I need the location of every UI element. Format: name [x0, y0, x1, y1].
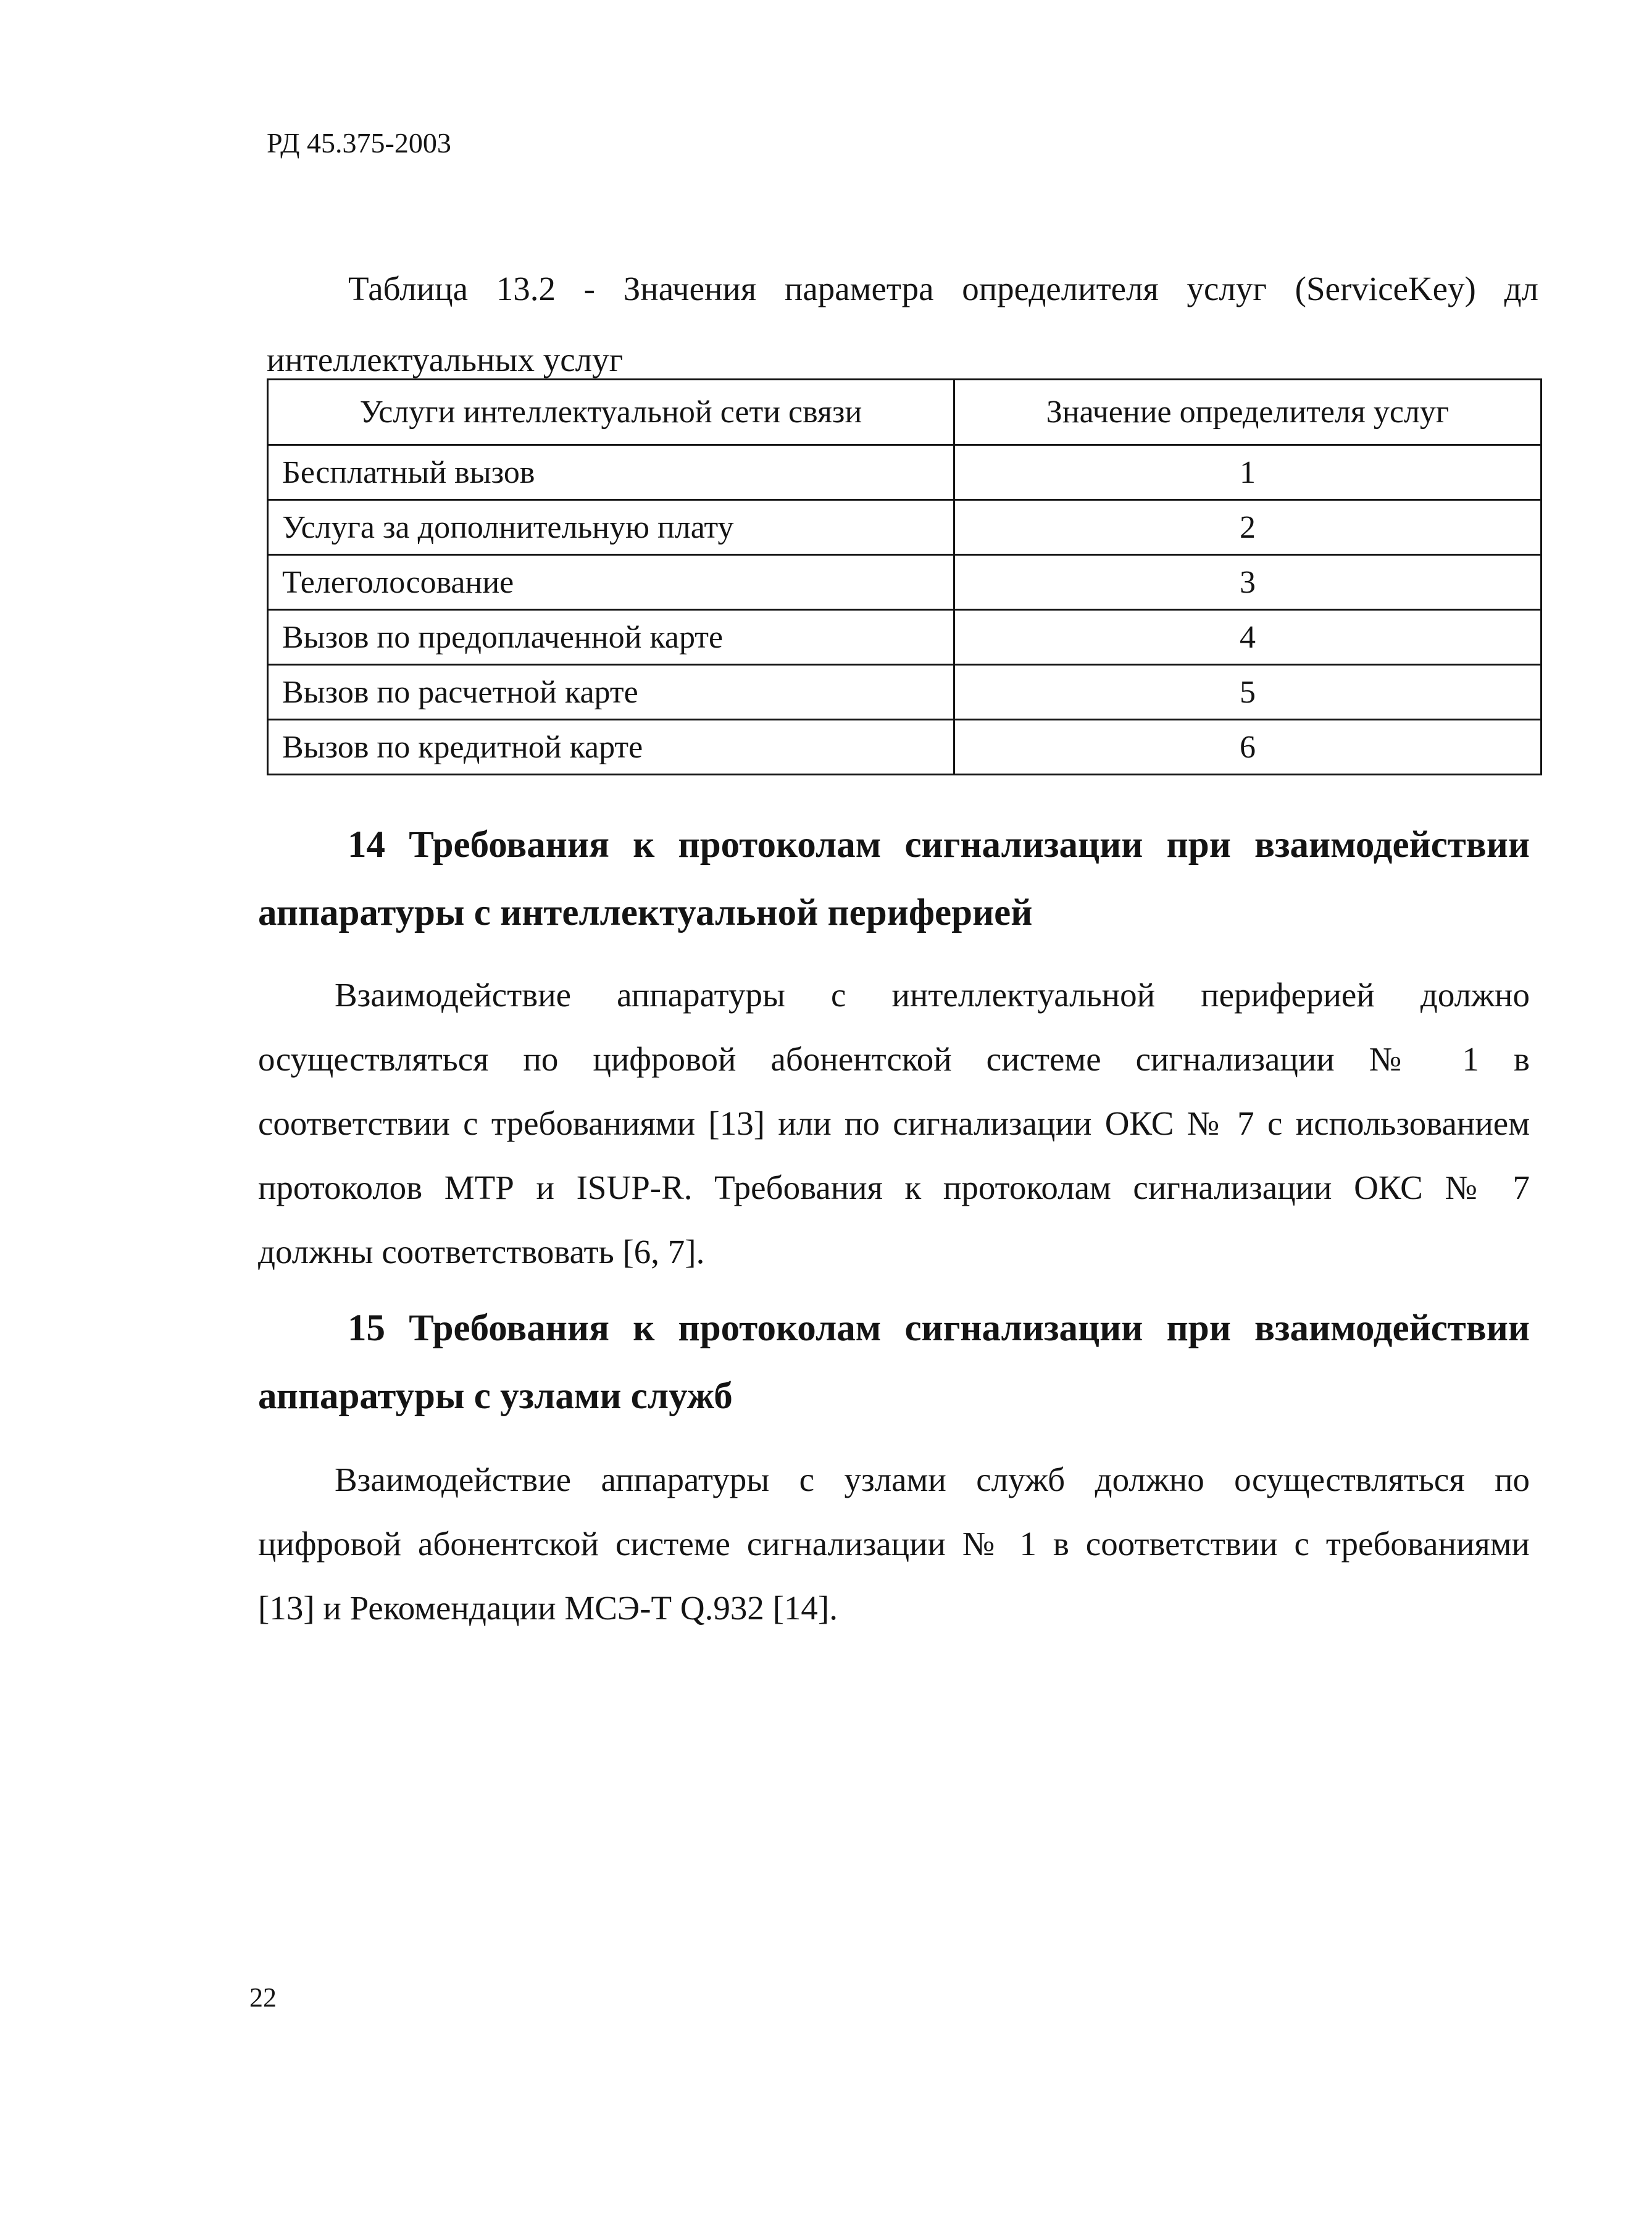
- service-key-cell: 5: [954, 665, 1541, 720]
- section-15-heading-line-1: 15 Требования к протоколам сигнализации при взаимодействии: [348, 1308, 1530, 1349]
- section-15-paragraph: [258, 1448, 1530, 1640]
- paragraph-line: должны соответствовать [6, 7].: [258, 1233, 705, 1271]
- table-row: [268, 610, 1541, 665]
- paragraph-line: соответствии с требованиями [13] или по сигнализации ОКС № 7 с использованием: [258, 1104, 1530, 1142]
- table-row: [268, 665, 1541, 720]
- service-key-cell: 6: [954, 720, 1541, 775]
- section-14-heading-line-2: аппаратуры с интеллектуальной периферией: [258, 892, 1033, 933]
- service-name-cell: Бесплатный вызов: [268, 445, 954, 500]
- column-header-value: Значение определителя услуг: [954, 380, 1541, 445]
- paragraph-line: Взаимодействие аппаратуры с интеллектуальной периферией должно: [335, 976, 1530, 1014]
- service-key-cell: 1: [954, 445, 1541, 500]
- service-key-cell: 4: [954, 610, 1541, 665]
- table-row: [268, 555, 1541, 610]
- paragraph-line: протоколов МТР и ISUP-R. Требования к протоколам сигнализации ОКС № 7: [258, 1169, 1530, 1206]
- service-name-cell: Вызов по предоплаченной карте: [268, 610, 954, 665]
- section-15-heading-line-2: аппаратуры с узлами служб: [258, 1375, 733, 1417]
- service-name-cell: Вызов по кредитной карте: [268, 720, 954, 775]
- paragraph-line: осуществляться по цифровой абонентской системе сигнализации № 1 в: [258, 1040, 1530, 1078]
- page-number: 22: [249, 1982, 277, 2013]
- service-key-cell: 2: [954, 500, 1541, 555]
- service-key-table: [267, 378, 1542, 775]
- document-id: РД 45.375-2003: [267, 127, 451, 159]
- table-caption-line-2: интеллектуальных услуг: [267, 341, 624, 378]
- table-caption-line-1: Таблица 13.2 - Значения параметра определителя услуг (ServiceKey) дл: [348, 270, 1538, 307]
- section-14-paragraph: [258, 963, 1530, 1284]
- table-row: [268, 445, 1541, 500]
- paragraph-line: цифровой абонентской системе сигнализации № 1 в соответствии с требованиями: [258, 1525, 1530, 1563]
- table-row: [268, 720, 1541, 775]
- section-14-heading: [258, 811, 1530, 947]
- column-header-service: Услуги интеллектуальной сети связи: [268, 380, 954, 445]
- table-caption: [267, 253, 1538, 395]
- service-name-cell: Услуга за дополнительную плату: [268, 500, 954, 555]
- section-14-heading-line-1: 14 Требования к протоколам сигнализации при взаимодействии: [348, 824, 1530, 866]
- table-header-row: [268, 380, 1541, 445]
- paragraph-line: [13] и Рекомендации МСЭ-Т Q.932 [14].: [258, 1589, 838, 1627]
- table-row: [268, 500, 1541, 555]
- service-name-cell: Телеголосование: [268, 555, 954, 610]
- paragraph-line: Взаимодействие аппаратуры с узлами служб должно осуществляться по: [335, 1461, 1530, 1498]
- section-15-heading: [258, 1295, 1530, 1430]
- service-name-cell: Вызов по расчетной карте: [268, 665, 954, 720]
- service-key-cell: 3: [954, 555, 1541, 610]
